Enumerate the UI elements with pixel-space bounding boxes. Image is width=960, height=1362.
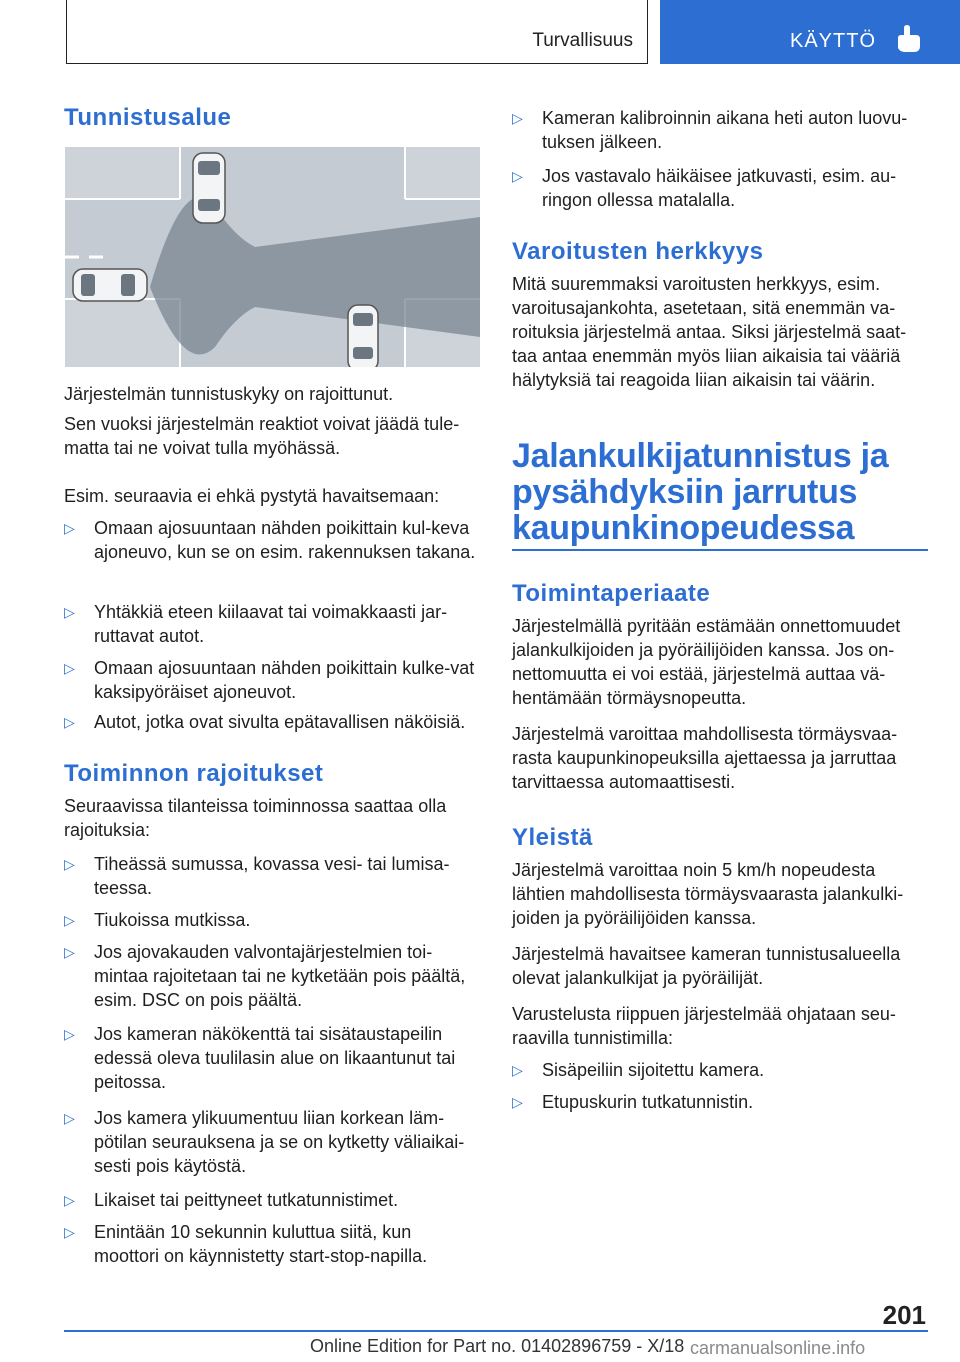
header-chapter-tab [660,0,960,64]
list-item: ▷ Autot, jotka ovat sivulta epätavallisen näköisiä. [64,712,466,732]
car-bottom [348,305,378,367]
paragraph: Järjestelmä havaitsee kameran tunnistusalueella olevat jalankulkijat ja pyöräilijät. [512,944,901,988]
list-item: ▷ Jos kamera ylikuumentuu liian korkean läm-pötilan seurauksena ja se on kytketty väliaikai-sesti pois käytöstä. [64,1108,465,1176]
list-item: ▷ Jos kameran näkökenttä tai sisätaustapeilin edessä oleva tuulilasin alue on likaantunut tai peitossa. [64,1024,456,1092]
paragraph: Järjestelmällä pyritään estämään onnettomuudet jalankulkijoiden ja pyöräilijöiden kanssa. Jos on-nettomuutta ei voi estää, järjestelmä auttaa vä-hentämään törmäysnopeutta. [512,616,901,708]
heading-divider [512,549,928,551]
list-item: ▷ Enintään 10 sekunnin kuluttua siitä, kun moottori on käynnistetty start-stop-napilla. [64,1222,428,1266]
list-item: ▷ Omaan ajosuuntaan nähden poikittain kulke-vat kaksipyöräiset ajoneuvot. [64,658,475,702]
list-item: ▷ Kameran kalibroinnin aikana heti auton luovu-tuksen jälkeen. [512,108,908,152]
header-chapter-title: KÄYTTÖ [790,30,877,52]
paragraph: Sen vuoksi järjestelmän reaktiot voivat jäädä tule-matta tai ne voivat tulla myöhässä. [64,414,460,458]
triangle-right-icon: ▷ [64,604,75,620]
heading-toimintaperiaate: Toimintaperiaate [512,580,711,607]
triangle-right-icon: ▷ [512,110,523,126]
paragraph: Järjestelmä varoittaa noin 5 km/h nopeudesta lähtien mahdollisesta törmäysvaarasta jalankulki-joiden ja pyöräilijöiden kanssa. [512,860,904,928]
triangle-right-icon: ▷ [64,912,75,928]
header-section-title: Turvallisuus [532,30,633,51]
triangle-right-icon: ▷ [64,660,75,676]
paragraph: Mitä suuremmaksi varoitusten herkkyys, esim. varoitusajankohta, asetetaan, sitä enemmän va-roituksia järjestelmä antaa. Siksi järjestelmä saat-taa antaa enemmän myös liian aikaisia tai vääriä hälytyksiä tai reagoida liian aikaisin tai väärin. [512,274,907,390]
list-item: ▷ Omaan ajosuuntaan nähden poikittain kul-keva ajoneuvo, kun se on esim. rakennuksen takana. [64,518,476,562]
heading-varoitusten-herkkyys: Varoitusten herkkyys [512,238,764,265]
list-item: ▷ Tiukoissa mutkissa. [64,910,251,930]
paragraph: Järjestelmän tunnistuskyky on rajoittunut. [64,384,394,404]
list-item: ▷ Tiheässä sumussa, kovassa vesi- tai lumisa-teessa. [64,854,450,898]
paragraph: Varustelusta riippuen järjestelmää ohjataan seu-raavilla tunnistimilla: [512,1004,896,1048]
heading-tunnistusalue: Tunnistusalue [64,104,232,131]
paragraph: Järjestelmä varoittaa mahdollisesta törmäysvaa-rasta kaupunkinopeuksilla ajettaessa ja jarruttaa tarvittaessa automaattisesti. [512,724,898,792]
footer-divider [64,1330,928,1332]
page-number: 201 [882,1300,926,1330]
triangle-right-icon: ▷ [512,1062,523,1078]
car-left [73,269,147,301]
list-item: ▷ Likaiset tai peittyneet tutkatunnistimet. [64,1190,399,1210]
heading-toiminnon-rajoitukset: Toiminnon rajoitukset [64,760,324,787]
pointing-hand-icon [894,24,924,54]
paragraph: Seuraavissa tilanteissa toiminnossa saattaa olla rajoituksia: [64,796,447,840]
detection-area-svg [65,147,480,367]
triangle-right-icon: ▷ [64,856,75,872]
triangle-right-icon: ▷ [64,1026,75,1042]
heading-yleista: Yleistä [512,824,593,851]
triangle-right-icon: ▷ [64,1224,75,1240]
triangle-right-icon: ▷ [512,1094,523,1110]
list-item: ▷ Etupuskurin tutkatunnistin. [512,1092,754,1112]
list-item: ▷ Sisäpeiliin sijoitettu kamera. [512,1060,765,1080]
watermark-text: carmanualsonline.info [690,1338,866,1358]
list-item: ▷ Jos vastavalo häikäisee jatkuvasti, esim. au-ringon ollessa matalalla. [512,166,897,210]
triangle-right-icon: ▷ [64,944,75,960]
triangle-right-icon: ▷ [64,1110,75,1126]
triangle-right-icon: ▷ [512,168,523,184]
triangle-right-icon: ▷ [64,1192,75,1208]
list-item: ▷ Jos ajovakauden valvontajärjestelmien toi-mintaa rajoitetaan tai ne kytketään pois päältä, esim. DSC on pois päältä. [64,942,466,1010]
triangle-right-icon: ▷ [64,714,75,730]
triangle-right-icon: ▷ [64,520,75,536]
detection-area-illustration [65,147,480,367]
chapter-heading: Jalankulkijatunnistus ja pysähdyksiin jarrutus kaupunkinopeudessa [512,437,889,547]
paragraph: Esim. seuraavia ei ehkä pystytä havaitsemaan: [64,486,440,506]
header-section-box [66,0,648,64]
car-top [193,153,225,223]
edition-text: Online Edition for Part no. 01402896759 - X/18 [310,1336,685,1356]
list-item: ▷ Yhtäkkiä eteen kiilaavat tai voimakkaasti jar-ruttavat autot. [64,602,448,646]
